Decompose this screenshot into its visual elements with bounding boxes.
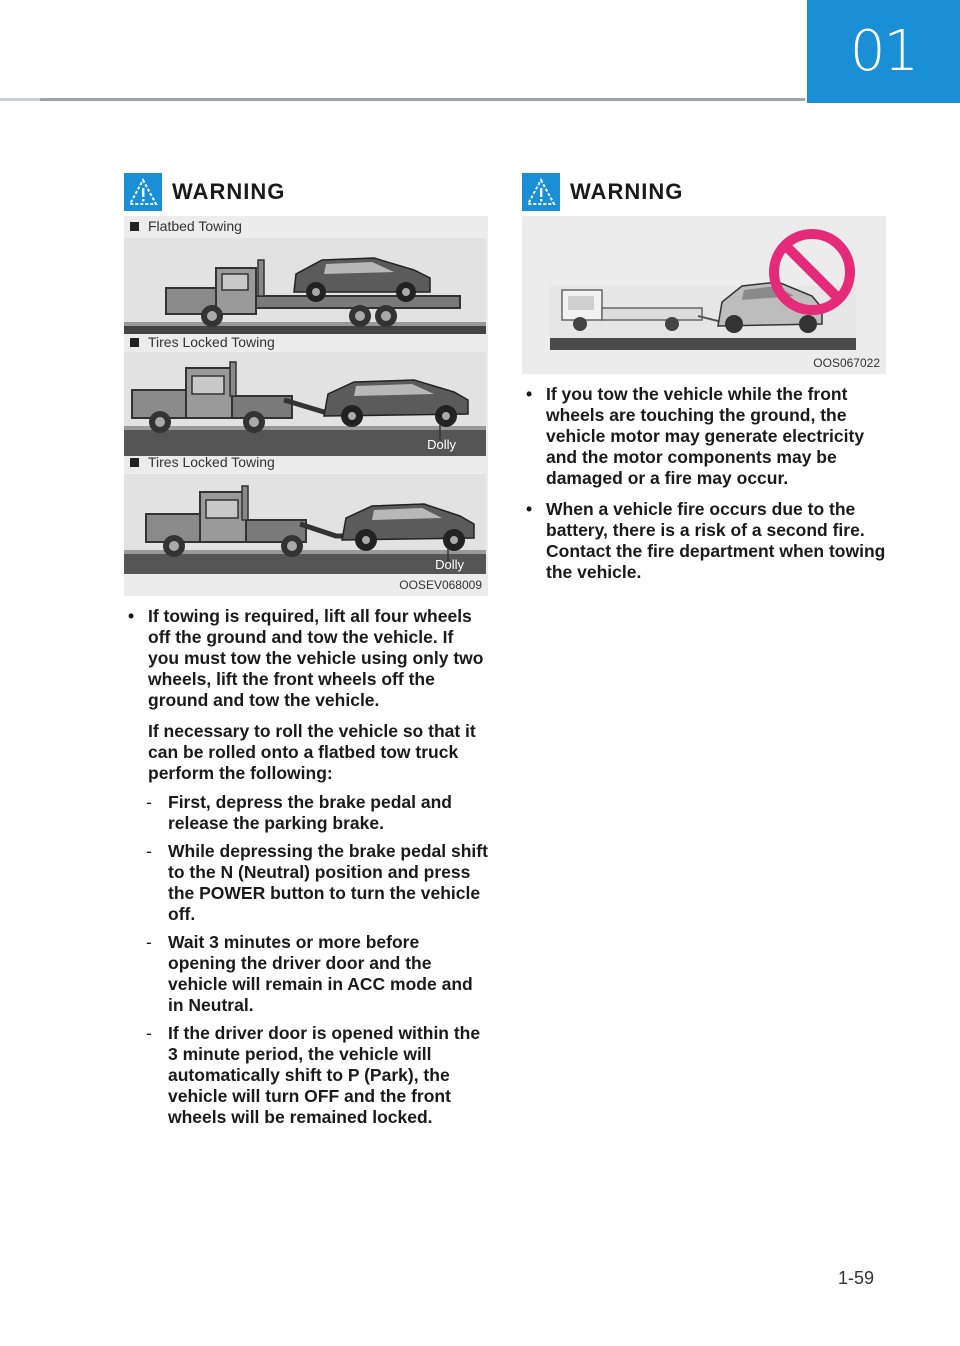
bullet-item: • If towing is required, lift all four wheels off the ground and tow the vehicle. If you must tow the vehicle using only two wheels, lift the front wheels off the ground and tow the vehicle. — [128, 606, 484, 710]
caption-tires-locked-1: Tires Locked Towing — [130, 334, 275, 350]
warning-header — [522, 170, 886, 214]
wheel-lift-illustration-1 — [124, 352, 486, 456]
bullet-item: • If you tow the vehicle while the front wheels are touching the ground, the vehicle motor may generate electricity and the motor components may be damaged or a fire may occur. — [526, 384, 865, 488]
dash-item: - If the driver door is opened within the 3 minute period, the vehicle will automatically shift to P (Park), the vehicle will turn OFF and the front wheels will be remained locked. — [146, 1023, 481, 1127]
wheel-lift-illustration-2 — [124, 474, 486, 574]
dolly-label-1: Dolly — [427, 437, 456, 452]
warning-header — [124, 170, 488, 214]
page-number: 1-59 — [838, 1268, 875, 1288]
warning-icon — [124, 173, 162, 211]
chapter-tab — [807, 0, 960, 103]
dash-item: - While depressing the brake pedal shift to the N (Neutral) position and press the POWER button to turn the vehicle off. — [146, 841, 488, 924]
caption-tires-locked-2: Tires Locked Towing — [130, 454, 275, 470]
header-rule — [0, 98, 805, 101]
figure-code: OOS067022 — [813, 356, 880, 370]
right-instructions — [522, 384, 886, 583]
dash-item: - Wait 3 minutes or more before opening the driver door and the vehicle will remain in ACC mode and in Neutral. — [146, 932, 473, 1015]
right-column — [522, 170, 886, 593]
prohibited-towing-illustration — [522, 216, 884, 374]
dash-item: - First, depress the brake pedal and release the parking brake. — [146, 792, 452, 833]
bullet-item: • When a vehicle fire occurs due to the battery, there is a risk of a second fire. Contact the fire department when towing the vehicle. — [526, 499, 886, 582]
caption-flatbed: Flatbed Towing — [130, 218, 242, 234]
warning-title: WARNING — [570, 179, 684, 204]
warning-icon — [522, 173, 560, 211]
warning-title: WARNING — [172, 179, 286, 204]
left-instructions — [124, 606, 488, 1128]
left-column — [124, 170, 488, 1135]
header-rule-accent — [0, 98, 40, 101]
towing-figure — [124, 216, 488, 596]
chapter-number: 01 — [849, 19, 918, 84]
flatbed-illustration — [124, 238, 486, 334]
figure-code: OOSEV068009 — [399, 578, 482, 592]
prohibited-towing-figure — [522, 216, 886, 374]
dolly-label-2: Dolly — [435, 557, 464, 572]
paragraph: If necessary to roll the vehicle so that it can be rolled onto a flatbed tow truck perform the following: — [148, 721, 476, 783]
